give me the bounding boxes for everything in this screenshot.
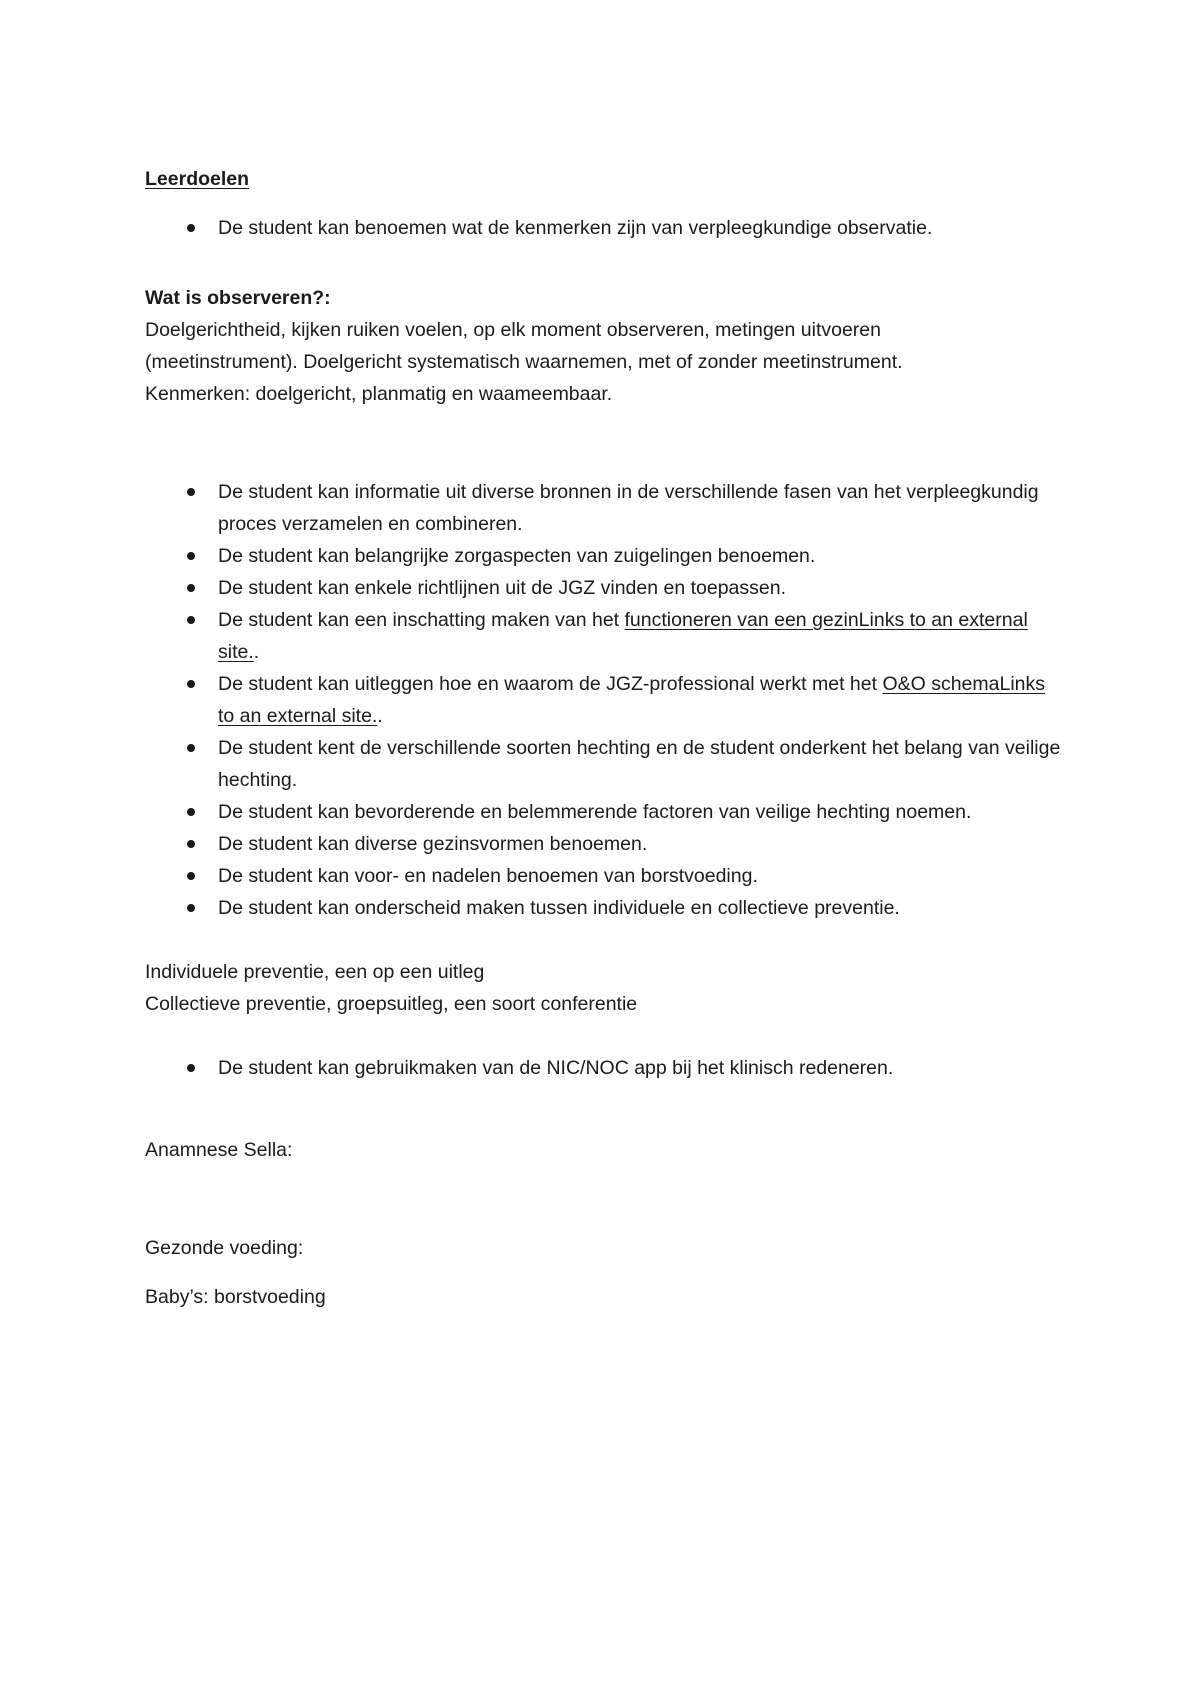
list-item-text: De student kan belangrijke zorgaspecten van zuigelingen benoemen. xyxy=(218,545,816,567)
preventie-line: Individuele preventie, een op een uitleg xyxy=(145,961,485,983)
observeren-line: (meetinstrument). Doelgericht systematisch waarnemen, met of zonder meetinstrument. xyxy=(145,351,903,373)
preventie-line: Collectieve preventie, groepsuitleg, een soort conferentie xyxy=(145,993,638,1015)
bullet-icon xyxy=(187,840,195,848)
list-item xyxy=(145,212,1065,244)
bullet-icon xyxy=(187,224,195,232)
list-item-text: De student kan voor- en nadelen benoemen van borstvoeding. xyxy=(218,865,758,887)
bullet-icon xyxy=(187,904,195,912)
list-item-text: De student kan onderscheid maken tussen individuele en collectieve preventie. xyxy=(218,897,900,919)
bullet-icon xyxy=(187,552,195,560)
leerdoelen-list-main xyxy=(145,476,1065,924)
list-item xyxy=(145,604,1065,668)
bullet-icon xyxy=(187,488,195,496)
gezonde-voeding-label: Gezonde voeding: xyxy=(145,1237,304,1259)
oo-schema-external-link[interactable]: O&O schemaLinks to an external site. xyxy=(218,673,1046,727)
observeren-line: Doelgerichtheid, kijken ruiken voelen, op elk moment observeren, metingen uitvoeren xyxy=(145,319,881,341)
list-item-text: De student kan een inschatting maken van het xyxy=(218,609,625,631)
list-item xyxy=(145,572,1065,604)
bullet-icon xyxy=(187,616,195,624)
anamnese-label: Anamnese Sella: xyxy=(145,1139,293,1161)
list-item xyxy=(145,540,1065,572)
bullet-icon xyxy=(187,872,195,880)
list-item-text: De student kan benoemen wat de kenmerken zijn van verpleegkundige observatie. xyxy=(218,217,933,239)
list-item xyxy=(145,828,1065,860)
nic-list xyxy=(145,1052,1065,1084)
list-item-text: De student kan bevorderende en belemmerende factoren van veilige hechting noemen. xyxy=(218,801,972,823)
bullet-icon xyxy=(187,584,195,592)
list-item xyxy=(145,1052,1065,1084)
list-item xyxy=(145,732,1065,796)
list-item-text: De student kent de verschillende soorten hechting en de student onderkent het belang van veilige hechting. xyxy=(218,737,1061,791)
babys-line: Baby’s: borstvoeding xyxy=(145,1286,326,1308)
list-item xyxy=(145,796,1065,828)
bullet-icon xyxy=(187,680,195,688)
gezin-external-link[interactable]: functioneren van een gezinLinks to an external site. xyxy=(218,609,1028,663)
bullet-icon xyxy=(187,1064,195,1072)
list-item-text: . xyxy=(377,705,383,727)
document-body xyxy=(145,163,1065,1313)
list-item-text: De student kan informatie uit diverse bronnen in de verschillende fasen van het verpleegkundig proces verzamelen en combineren. xyxy=(218,481,1039,535)
list-item-text: De student kan diverse gezinsvormen benoemen. xyxy=(218,833,648,855)
list-item-text: De student kan uitleggen hoe en waarom de JGZ-professional werkt met het xyxy=(218,673,883,695)
list-item-text: De student kan gebruikmaken van de NIC/NOC app bij het klinisch redeneren. xyxy=(218,1057,894,1079)
list-item-text: . xyxy=(253,641,260,663)
observeren-line: Kenmerken: doelgericht, planmatig en waameembaar. xyxy=(145,383,613,405)
list-item xyxy=(145,668,1065,732)
list-item xyxy=(145,476,1065,540)
list-item xyxy=(145,860,1065,892)
bullet-icon xyxy=(187,808,195,816)
leerdoelen-heading: Leerdoelen xyxy=(145,168,250,190)
bullet-icon xyxy=(187,744,195,752)
list-item xyxy=(145,892,1065,924)
list-item-text: De student kan enkele richtlijnen uit de JGZ vinden en toepassen. xyxy=(218,577,787,599)
observeren-heading: Wat is observeren?: xyxy=(145,287,331,309)
leerdoelen-list xyxy=(145,212,1065,244)
